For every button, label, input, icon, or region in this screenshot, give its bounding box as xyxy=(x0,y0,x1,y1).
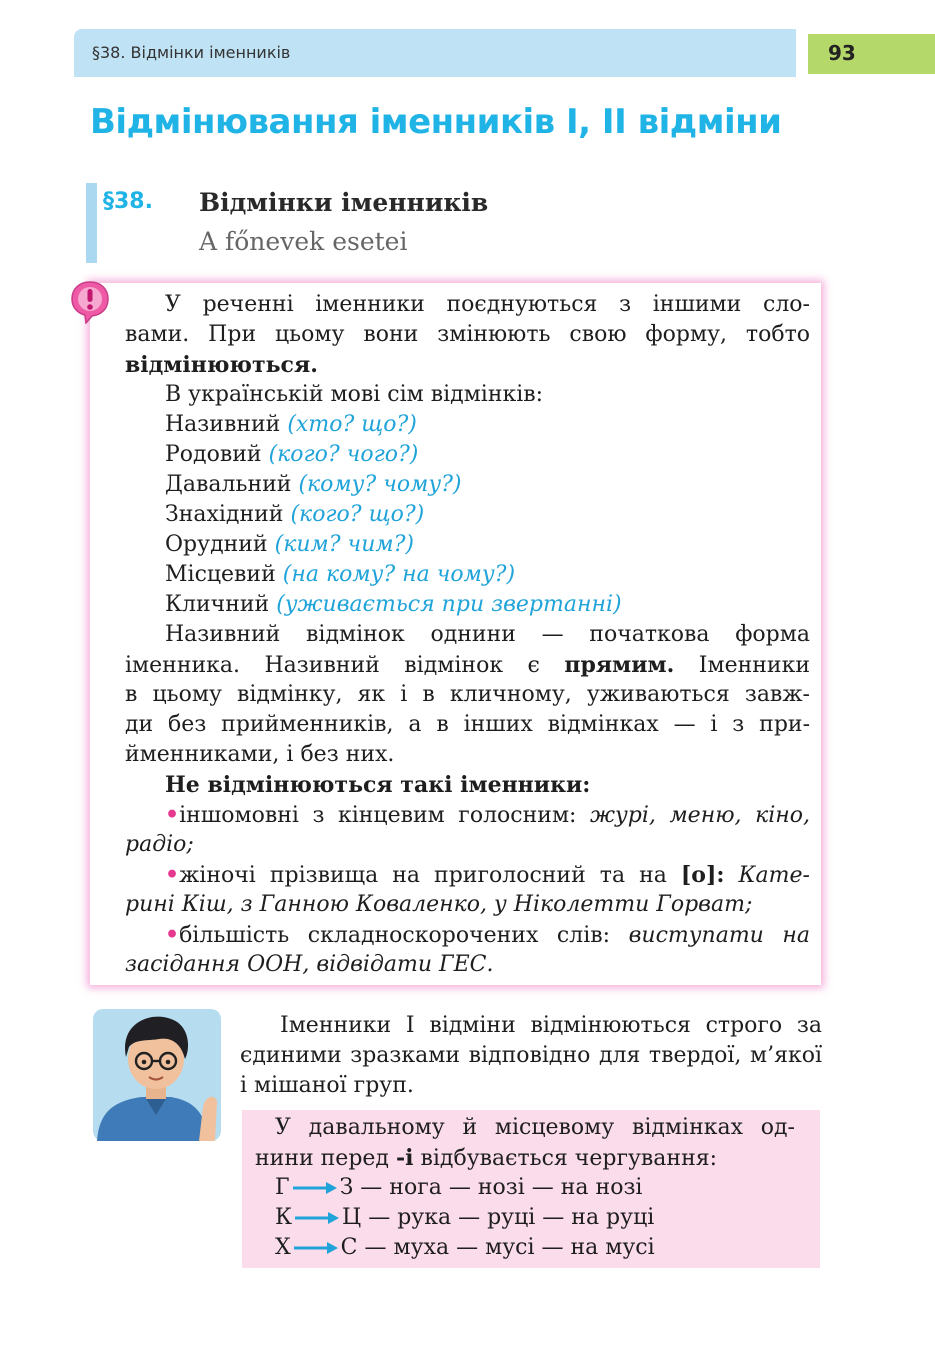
bullet-item-3: •більшість складноскорочених слів: виступати на xyxy=(165,922,810,948)
nominative-line-2: іменника. Називний відмінок є прямим. Іменники xyxy=(125,652,811,678)
cases-intro: В українській мові сім відмінків: xyxy=(165,382,544,407)
arrow-right-icon xyxy=(294,1211,340,1225)
alternation-row: Г З — нога — нозі — на нозі xyxy=(275,1175,643,1200)
case-item: Кличний (уживається при звертанні) xyxy=(165,592,622,617)
case-item: Знахідний (кого? що?) xyxy=(165,502,425,527)
bullet-item-2: •жіночі прізвища на приголосний та на [о]: Кате- xyxy=(165,862,810,888)
rule-intro-line-1: У реченні іменники поєднуються з іншими сло- xyxy=(165,292,810,317)
bullet-item-1: •іншомовні з кінцевим голосним: журі, меню, кіно, xyxy=(165,802,810,828)
case-item: Давальний (кому? чому?) xyxy=(165,472,462,497)
case-item: Називний (хто? що?) xyxy=(165,412,417,437)
page-number-box xyxy=(808,34,935,74)
bullet-dot-icon: • xyxy=(165,922,180,948)
case-item: Орудний (ким? чим?) xyxy=(165,532,414,557)
paragraph-line-2: єдиними зразками відповідно для твердої, м’якої xyxy=(240,1043,822,1068)
alternation-line-1: У давальному й місцевому відмінках од- xyxy=(275,1115,795,1140)
case-item: Місцевий (на кому? на чому?) xyxy=(165,562,516,587)
paragraph-line-3: і мішаної груп. xyxy=(240,1073,414,1098)
arrow-right-icon xyxy=(293,1241,339,1255)
chapter-title: Відмінювання іменників І, ІІ відміни xyxy=(90,102,782,142)
nominative-line-4: ди без прийменників, а в інших відмінках — і з при- xyxy=(125,712,810,737)
bullet-item-3-cont: засідання ООН, відвідати ГЕС. xyxy=(125,952,494,977)
section-subtitle: A főnevek esetei xyxy=(199,227,408,256)
rule-intro-line-2: вами. При цьому вони змінюють свою форму, тобто xyxy=(125,322,810,347)
alternation-row: Х С — муха — мусі — на мусі xyxy=(275,1235,655,1260)
nominative-line-1: Називний відмінок однини — початкова форма xyxy=(165,622,810,647)
alternation-line-2: нини перед -і відбувається чергування: xyxy=(255,1145,718,1171)
section-title: Відмінки іменників xyxy=(199,188,489,217)
section-number: §38. xyxy=(103,189,153,214)
header-bar xyxy=(74,29,796,77)
header-section-label: §38. Відмінки іменників xyxy=(92,43,291,62)
rule-intro-line-3: відмінюються. xyxy=(125,352,318,378)
page-number: 93 xyxy=(828,41,856,65)
exclamation-icon xyxy=(70,280,110,324)
bullet-item-1-cont: радіо; xyxy=(125,832,194,857)
section-accent-bar xyxy=(86,183,97,263)
bullet-dot-icon: • xyxy=(165,802,180,828)
boy-avatar-icon xyxy=(93,1009,221,1141)
bullet-item-2-cont: рині Кіш, з Ганною Коваленко, у Ніколетти Горват; xyxy=(125,892,753,917)
alternation-row: К Ц — рука — руці — на руці xyxy=(275,1205,655,1230)
paragraph-line-1: Іменники І відміни відмінюються строго за xyxy=(280,1013,822,1038)
arrow-right-icon xyxy=(292,1181,338,1195)
indeclinable-title: Не відмінюються такі іменники: xyxy=(165,772,591,798)
nominative-line-3: в цьому відмінку, як і в кличному, уживаються завж- xyxy=(125,682,810,707)
case-item: Родовий (кого? чого?) xyxy=(165,442,419,467)
nominative-line-5: йменниками, і без них. xyxy=(125,742,395,767)
bullet-dot-icon: • xyxy=(165,862,180,888)
